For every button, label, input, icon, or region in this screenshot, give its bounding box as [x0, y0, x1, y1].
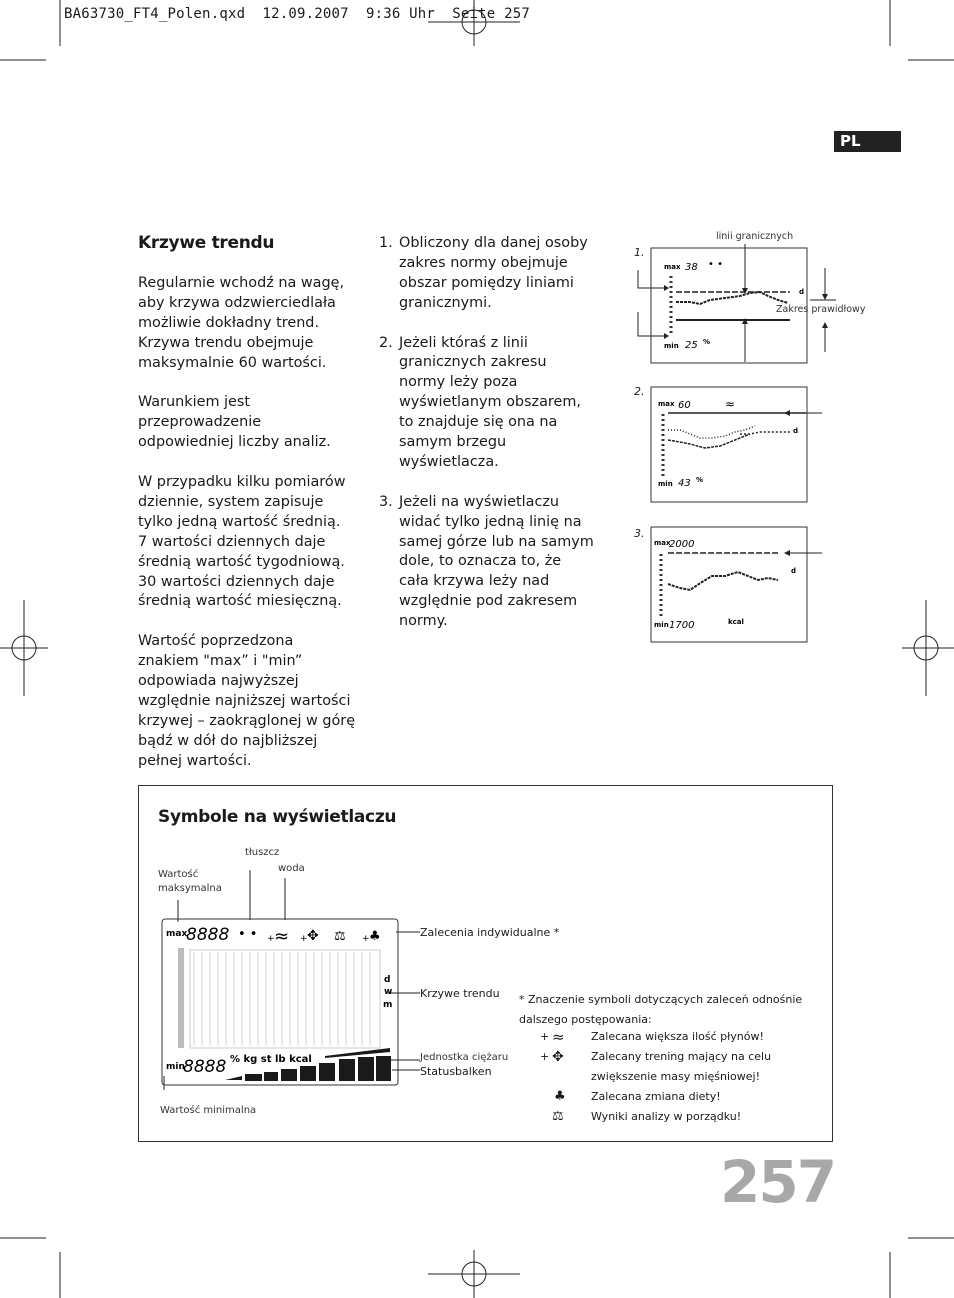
- lcd-max-label: max: [166, 929, 188, 939]
- section-title: Krzywe trendu: [138, 233, 275, 253]
- paragraph: Wartość poprzedzona znakiem "max” i "min” odpowiada najwyższej względnie najniższej wartości krzywej – zaokrąglonej w górę bądź w dół do najbliższej pełnej wartości.: [138, 633, 356, 769]
- legend-prefix: +: [540, 1050, 550, 1063]
- water-icon: ≈: [725, 397, 736, 411]
- steps-list: [379, 234, 594, 652]
- min-value-label: Wartość minimalna: [160, 1105, 257, 1116]
- boundary-lines-label: linii granicznych: [716, 231, 794, 242]
- lcd-trend-grid: [178, 948, 380, 1048]
- trend-figure-1: [630, 240, 845, 365]
- language-tab: PL: [834, 131, 901, 152]
- step-number: 3.: [379, 493, 393, 510]
- normal-range-label: Zakres prawidłowy: [776, 304, 866, 315]
- water-label: woda: [278, 863, 305, 874]
- fig2-min-label: min: [658, 480, 673, 488]
- lcd-period-m: m: [383, 1000, 393, 1010]
- weight-unit-label: Jednostka ciężaru: [420, 1052, 509, 1063]
- fig2-unit: %: [696, 476, 704, 484]
- step-text: Obliczony dla danej osoby zakres normy obejmuje obszar pomiędzy liniami granicznymi.: [399, 235, 588, 311]
- fig3-max-value: 2000: [669, 539, 695, 550]
- fig3-min-label: min: [654, 621, 669, 629]
- lcd-plus: +: [267, 934, 275, 944]
- fig1-max-value: 38: [685, 262, 698, 273]
- lcd-apple-icon: ♣: [369, 929, 381, 944]
- figure-number: 3.: [634, 527, 645, 540]
- lcd-water-icon: ≈: [274, 926, 290, 947]
- step-item: [379, 493, 594, 632]
- legend-text: Zalecana zmiana diety!: [591, 1090, 721, 1103]
- lcd-fat-icon: • •: [238, 927, 258, 942]
- lcd-plus: +: [300, 934, 308, 944]
- paragraph: 7 wartości dziennych daje średnią wartość tygodniową.: [138, 533, 345, 570]
- lcd-period-d: d: [384, 975, 391, 985]
- fig1-max-label: max: [664, 263, 681, 271]
- footnote: * Znaczenie symboli dotyczących zaleceń odnośnie dalszego postępowania:: [519, 993, 803, 1026]
- fig1-period: d: [799, 288, 805, 296]
- fig1-min-value: 25: [685, 340, 698, 351]
- figure-number: 2.: [634, 385, 645, 398]
- trend-section: [138, 233, 358, 792]
- apple-diet-icon: ♣: [554, 1089, 566, 1104]
- trend-figure-3: [630, 522, 825, 647]
- figure-number: 1.: [634, 246, 645, 259]
- step-item: [379, 234, 594, 314]
- fig1-min-label: min: [664, 342, 679, 350]
- fig3-min-value: 1700: [669, 620, 695, 631]
- fig2-max-label: max: [658, 400, 675, 408]
- trend-label: Krzywe trendu: [420, 987, 500, 1000]
- trend-body: [138, 274, 358, 772]
- fig2-min-value: 43: [678, 478, 691, 489]
- step-number: 1.: [379, 235, 393, 251]
- trend-figure-2: [630, 382, 825, 507]
- lcd-units: % kg st lb kcal: [230, 1054, 312, 1065]
- fig1-unit: %: [703, 338, 711, 346]
- legend-prefix: +: [540, 1030, 550, 1043]
- file-slug: BA63730_FT4_Polen.qxd 12.09.2007 9:36 Uhr Seite 257: [64, 6, 530, 22]
- lcd-max-digits: 8888: [186, 925, 230, 945]
- step-number: 2.: [379, 334, 393, 351]
- paragraph: W przypadku kilku pomiarów dziennie, system zapisuje tylko jedną wartość średnią.: [138, 474, 346, 530]
- muscle-training-icon: ✥: [552, 1049, 564, 1065]
- lcd-min-digits: 8888: [183, 1057, 227, 1077]
- water-waves-icon: ≈: [552, 1028, 565, 1046]
- status-bar-label: Statusbalken: [420, 1065, 492, 1078]
- fat-label: tłuszcz: [245, 847, 280, 858]
- lcd-scale-icon: ⚖: [334, 929, 346, 944]
- symbols-title: Symbole na wyświetlaczu: [158, 807, 397, 827]
- fig2-max-value: 60: [678, 400, 691, 411]
- recommendations-label: Zalecenia indywidualne *: [420, 926, 560, 939]
- step-text: Jeżeli na wyświetlaczu widać tylko jedną linię na samej górze lub na samym dole, to oznacza to, że cała krzywa leży nad względnie pod zakresem normy.: [399, 493, 594, 630]
- paragraph: Warunkiem jest przeprowadzenie odpowiedniej liczby analiz.: [138, 394, 331, 451]
- legend-text: Zalecany trening mający na celu zwiększenie masy mięśniowej!: [591, 1050, 772, 1083]
- step-text: Jeżeli któraś z linii granicznych zakresu normy leży poza wyświetlanym obszarem, to znajduje się ona na samym brzegu wyświetlacza.: [399, 334, 581, 470]
- fig3-unit: kcal: [728, 618, 744, 626]
- step-item: [379, 334, 594, 473]
- max-value-label: Wartość maksymalna: [158, 869, 222, 894]
- paragraph: Regularnie wchodź na wagę, aby krzywa odzwierciedlała możliwie dokładny trend. Krzywa trendu obejmuje maksymalnie 60 wartości.: [138, 275, 345, 371]
- paragraph: 30 wartości dziennych daje średnią wartość miesięczną.: [138, 573, 342, 610]
- fig3-max-label: max: [654, 539, 671, 547]
- legend-text: Zalecana większa ilość płynów!: [591, 1030, 764, 1043]
- lcd-period-w: w: [384, 987, 393, 997]
- balance-scale-icon: ⚖: [552, 1109, 564, 1124]
- fig3-period: d: [791, 567, 797, 575]
- fat-icon: • •: [708, 259, 723, 270]
- page-number: 257: [720, 1148, 836, 1216]
- lcd-plus: +: [362, 934, 370, 944]
- legend-text: Wyniki analizy w porządku!: [591, 1110, 742, 1123]
- lcd-muscle-icon: ✥: [307, 928, 319, 944]
- fig2-period: d: [793, 427, 799, 435]
- lcd-min-label: min: [166, 1062, 185, 1072]
- lcd-display: [150, 870, 420, 1090]
